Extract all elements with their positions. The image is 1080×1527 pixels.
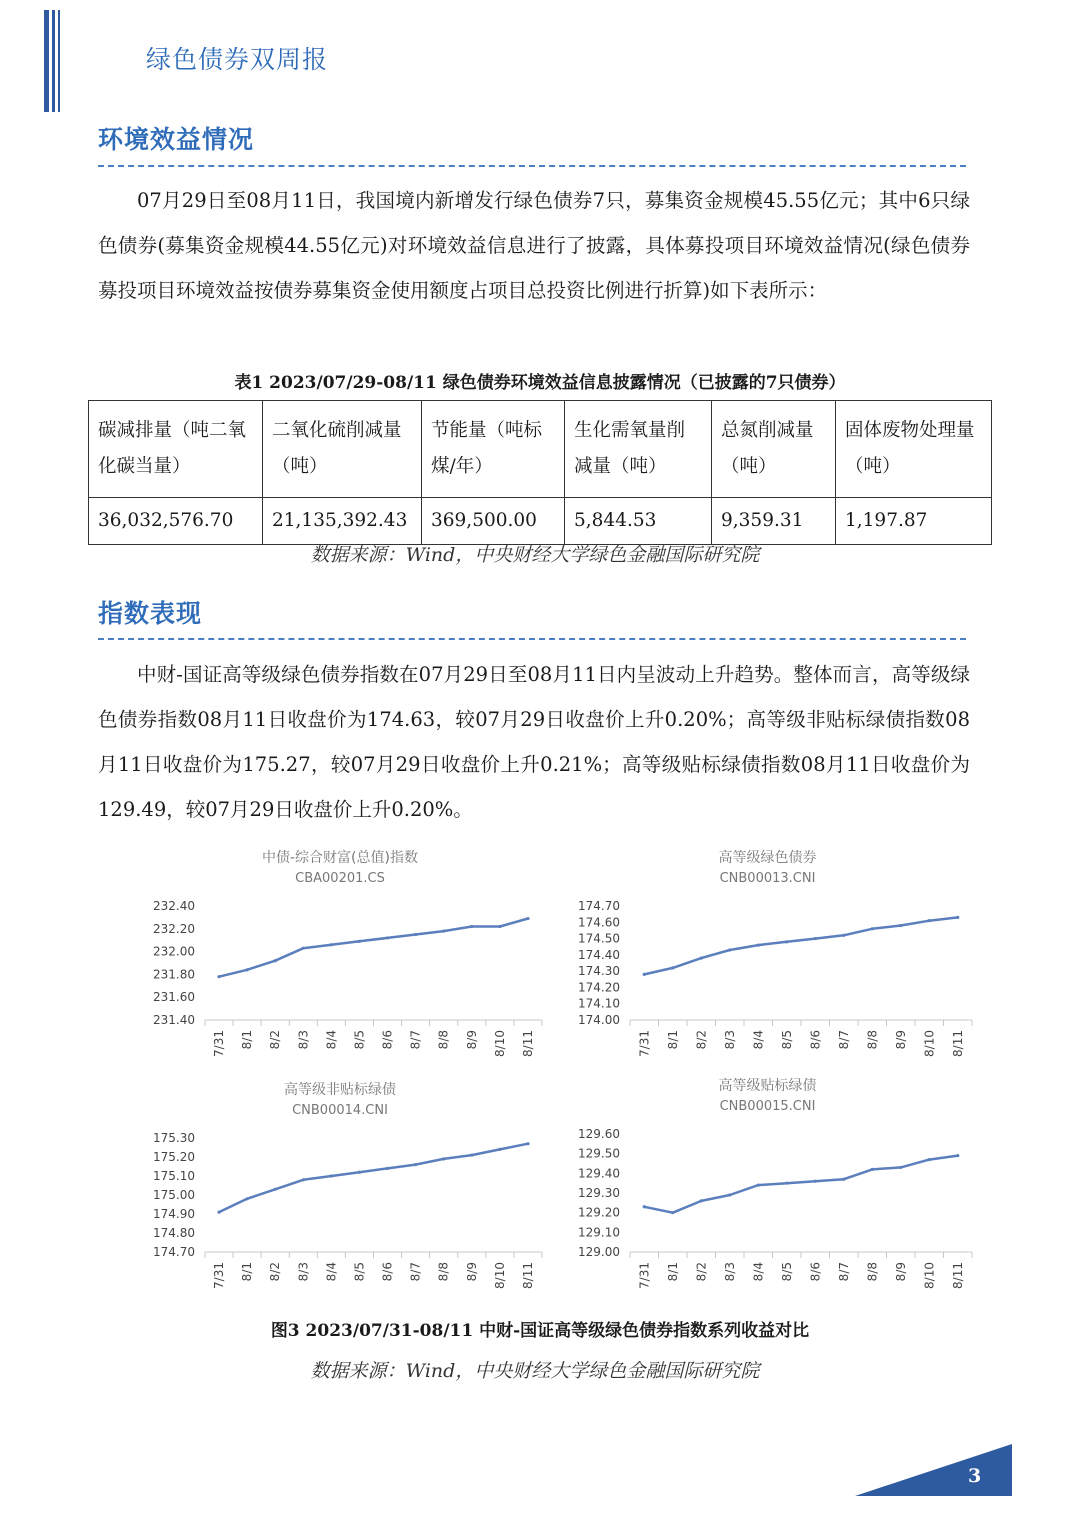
data-point [671, 966, 674, 969]
x-tick-label: 8/8 [436, 1262, 451, 1282]
x-tick-label: 8/11 [520, 1262, 535, 1289]
data-point [217, 975, 220, 978]
data-point [785, 1182, 788, 1185]
table-header-cell: 二氧化硫削减量（吨） [263, 401, 422, 498]
index-paragraph [98, 652, 970, 832]
report-title: 绿色债券双周报 [146, 45, 329, 74]
header-decor-bar [44, 10, 49, 112]
header-decor-bar [52, 10, 55, 112]
y-tick-label: 174.10 [578, 996, 620, 1011]
y-tick-label: 129.40 [578, 1166, 620, 1181]
data-point [442, 1157, 445, 1160]
series-line [644, 917, 958, 974]
x-tick-label: 7/31 [212, 1262, 227, 1289]
data-point [274, 959, 277, 962]
x-tick-label: 8/5 [779, 1030, 794, 1050]
table-row [89, 498, 992, 545]
x-tick-label: 8/1 [665, 1262, 680, 1282]
data-point [842, 934, 845, 937]
table-cell: 5,844.53 [565, 498, 712, 545]
chart-subtitle: CNB00013.CNI [719, 871, 816, 886]
x-tick-label: 8/8 [865, 1262, 880, 1282]
table-header-cell: 节能量（吨标煤/年） [422, 401, 565, 498]
table-header-cell: 固体废物处理量（吨） [836, 401, 992, 498]
data-point [498, 1148, 501, 1151]
x-tick-label: 8/3 [722, 1262, 737, 1282]
x-tick-label: 8/4 [751, 1262, 766, 1282]
x-tick-label: 7/31 [637, 1030, 652, 1057]
y-tick-label: 232.00 [153, 944, 195, 959]
y-tick-label: 174.90 [153, 1207, 195, 1221]
y-tick-label: 129.60 [578, 1127, 620, 1141]
x-tick-label: 8/1 [665, 1030, 680, 1050]
y-tick-label: 174.60 [578, 915, 620, 930]
x-tick-label: 8/6 [380, 1030, 395, 1050]
y-tick-label: 174.40 [578, 947, 620, 962]
data-point [470, 925, 473, 928]
data-point [386, 936, 389, 939]
x-tick-label: 8/2 [268, 1262, 283, 1282]
x-tick-label: 8/6 [808, 1030, 823, 1050]
chart-title: 高等级非贴标绿债 [284, 1082, 396, 1098]
y-tick-label: 129.20 [578, 1205, 620, 1220]
environmental-benefits-table [88, 400, 992, 545]
data-point [643, 973, 646, 976]
y-tick-label: 174.80 [153, 1226, 195, 1240]
chart-title: 高等级贴标绿债 [718, 1078, 817, 1094]
chart-subtitle: CNB00014.CNI [292, 1103, 388, 1118]
x-tick-label: 7/31 [637, 1262, 652, 1289]
series-line [644, 1156, 958, 1213]
x-tick-label: 8/11 [950, 1262, 965, 1289]
x-tick-label: 8/10 [492, 1262, 507, 1289]
data-point [526, 917, 529, 920]
paragraph-text: 07月29日至08月11日，我国境内新增发行绿色债券7只，募集资金规模45.55亿元；其中6只绿色债券(募集资金规模44.55亿元)对环境效益信息进行了披露，具体募投项目环境效益情况(绿色债券募投项目环境效益按债券募集资金使用额度占项目总投资比例进行折算)如下表所示： [98, 189, 970, 302]
data-point [246, 1197, 249, 1200]
environment-paragraph [98, 178, 970, 313]
data-point [814, 1180, 817, 1183]
table-header-cell: 生化需氧量削减量（吨） [565, 401, 712, 498]
line-chart [130, 840, 550, 1065]
y-tick-label: 231.80 [153, 967, 195, 982]
section-divider [98, 638, 966, 640]
data-point [246, 968, 249, 971]
y-tick-label: 174.70 [153, 1245, 195, 1259]
y-tick-label: 174.50 [578, 931, 620, 946]
data-point [956, 916, 959, 919]
x-tick-label: 8/11 [950, 1030, 965, 1057]
data-point [757, 1184, 760, 1187]
data-point [700, 1199, 703, 1202]
chart-title: 中债-综合财富(总值)指数 [262, 850, 418, 866]
data-point [728, 948, 731, 951]
x-tick-label: 8/3 [722, 1030, 737, 1050]
data-point [358, 1171, 361, 1174]
y-tick-label: 175.00 [153, 1188, 195, 1202]
x-tick-label: 8/6 [380, 1262, 395, 1282]
data-point [302, 947, 305, 950]
x-tick-label: 8/2 [694, 1030, 709, 1050]
x-tick-label: 8/4 [324, 1030, 339, 1050]
x-tick-label: 8/1 [240, 1030, 255, 1050]
x-tick-label: 8/7 [836, 1262, 851, 1282]
y-tick-label: 175.30 [153, 1131, 195, 1145]
y-tick-label: 231.40 [153, 1013, 195, 1027]
y-tick-label: 175.20 [153, 1150, 195, 1164]
data-point [498, 925, 501, 928]
data-point [217, 1211, 220, 1214]
table-cell: 1,197.87 [836, 498, 992, 545]
data-point [274, 1188, 277, 1191]
x-tick-label: 8/9 [464, 1030, 479, 1050]
y-tick-label: 129.50 [578, 1146, 620, 1161]
y-tick-label: 174.20 [578, 980, 620, 995]
line-chart [555, 840, 980, 1065]
line-chart [130, 1072, 550, 1297]
x-tick-label: 8/7 [408, 1030, 423, 1050]
data-point [330, 1174, 333, 1177]
x-tick-label: 7/31 [212, 1030, 227, 1057]
y-tick-label: 231.60 [153, 990, 195, 1005]
data-point [643, 1205, 646, 1208]
data-point [956, 1154, 959, 1157]
x-tick-label: 8/10 [922, 1030, 937, 1057]
x-tick-label: 8/3 [296, 1262, 311, 1282]
data-point [814, 937, 817, 940]
series-line [219, 919, 528, 977]
section-title-environment: 环境效益情况 [98, 125, 255, 154]
x-tick-label: 8/9 [893, 1030, 908, 1050]
table-header-cell: 碳减排量（吨二氧化碳当量） [89, 401, 263, 498]
x-tick-label: 8/4 [324, 1262, 339, 1282]
section-divider [98, 165, 966, 167]
x-tick-label: 8/5 [352, 1030, 367, 1050]
data-point [470, 1154, 473, 1157]
figure-caption: 图3 2023/07/31-08/11 中财-国证高等级绿色债券指数系列收益对比 [270, 1321, 810, 1341]
y-tick-label: 232.20 [153, 921, 195, 936]
data-point [526, 1142, 529, 1145]
table-caption: 表1 2023/07/29-08/11 绿色债券环境效益信息披露情况（已披露的7只债券） [234, 373, 846, 393]
data-point [899, 924, 902, 927]
x-tick-label: 8/7 [836, 1030, 851, 1050]
data-point [871, 1168, 874, 1171]
y-tick-label: 174.70 [578, 899, 620, 913]
header-decor-bar [58, 10, 60, 112]
table-source-note: 数据来源：Wind，中央财经大学绿色金融国际研究院 [310, 544, 760, 566]
chart-subtitle: CBA00201.CS [295, 871, 385, 886]
data-point [442, 929, 445, 932]
x-tick-label: 8/9 [893, 1262, 908, 1282]
y-tick-label: 174.00 [578, 1013, 620, 1027]
data-point [842, 1178, 845, 1181]
figure-source-note: 数据来源：Wind，中央财经大学绿色金融国际研究院 [310, 1360, 760, 1382]
section-title-index: 指数表现 [98, 599, 203, 628]
chart-title: 高等级绿色债券 [718, 850, 817, 866]
data-point [899, 1166, 902, 1169]
x-tick-label: 8/2 [694, 1262, 709, 1282]
x-tick-label: 8/9 [464, 1262, 479, 1282]
y-tick-label: 129.10 [578, 1225, 620, 1240]
table-cell: 36,032,576.70 [89, 498, 263, 545]
data-point [928, 1158, 931, 1161]
y-tick-label: 129.00 [578, 1245, 620, 1259]
x-tick-label: 8/2 [268, 1030, 283, 1050]
data-point [414, 1163, 417, 1166]
table-cell: 9,359.31 [712, 498, 836, 545]
data-point [358, 940, 361, 943]
y-tick-label: 129.30 [578, 1186, 620, 1200]
data-point [871, 927, 874, 930]
data-point [757, 943, 760, 946]
chart-cnb00014 [130, 1072, 550, 1297]
chart-cba00201 [130, 840, 550, 1065]
page-number: 3 [968, 1465, 982, 1487]
x-tick-label: 8/5 [352, 1262, 367, 1282]
data-point [302, 1178, 305, 1181]
x-tick-label: 8/1 [240, 1262, 255, 1282]
y-tick-label: 232.40 [153, 899, 195, 913]
table-cell: 369,500.00 [422, 498, 565, 545]
data-point [414, 933, 417, 936]
data-point [386, 1167, 389, 1170]
x-tick-label: 8/8 [436, 1030, 451, 1050]
data-point [928, 919, 931, 922]
data-point [330, 943, 333, 946]
x-tick-label: 8/7 [408, 1262, 423, 1282]
x-tick-label: 8/6 [808, 1262, 823, 1282]
table-header-row [89, 401, 992, 498]
x-tick-label: 8/8 [865, 1030, 880, 1050]
x-tick-label: 8/10 [922, 1262, 937, 1289]
x-tick-label: 8/5 [779, 1262, 794, 1282]
chart-cnb00013 [555, 840, 980, 1065]
x-tick-label: 8/4 [751, 1030, 766, 1050]
x-tick-label: 8/3 [296, 1030, 311, 1050]
data-point [728, 1193, 731, 1196]
table-cell: 21,135,392.43 [263, 498, 422, 545]
data-point [671, 1211, 674, 1214]
y-tick-label: 175.10 [153, 1169, 195, 1183]
x-tick-label: 8/10 [492, 1030, 507, 1057]
chart-cnb00015 [555, 1068, 980, 1297]
chart-subtitle: CNB00015.CNI [719, 1099, 816, 1114]
data-point [700, 957, 703, 960]
series-line [219, 1144, 528, 1212]
line-chart [555, 1068, 980, 1297]
paragraph-text: 中财-国证高等级绿色债券指数在07月29日至08月11日内呈波动上升趋势。整体而言，高等级绿色债券指数08月11日收盘价为174.63，较07月29日收盘价上升0.20%；高等级非贴标绿债指数08月11日收盘价为175.27，较07月29日收盘价上升0.21%；高等级贴标绿债指数08月11日收盘价为129.49，较07月29日收盘价上升0.20%。 [98, 663, 970, 821]
table-header-cell: 总氮削减量（吨） [712, 401, 836, 498]
y-tick-label: 174.30 [578, 964, 620, 979]
data-point [785, 940, 788, 943]
x-tick-label: 8/11 [520, 1030, 535, 1057]
page-corner-triangle [850, 1440, 1015, 1500]
